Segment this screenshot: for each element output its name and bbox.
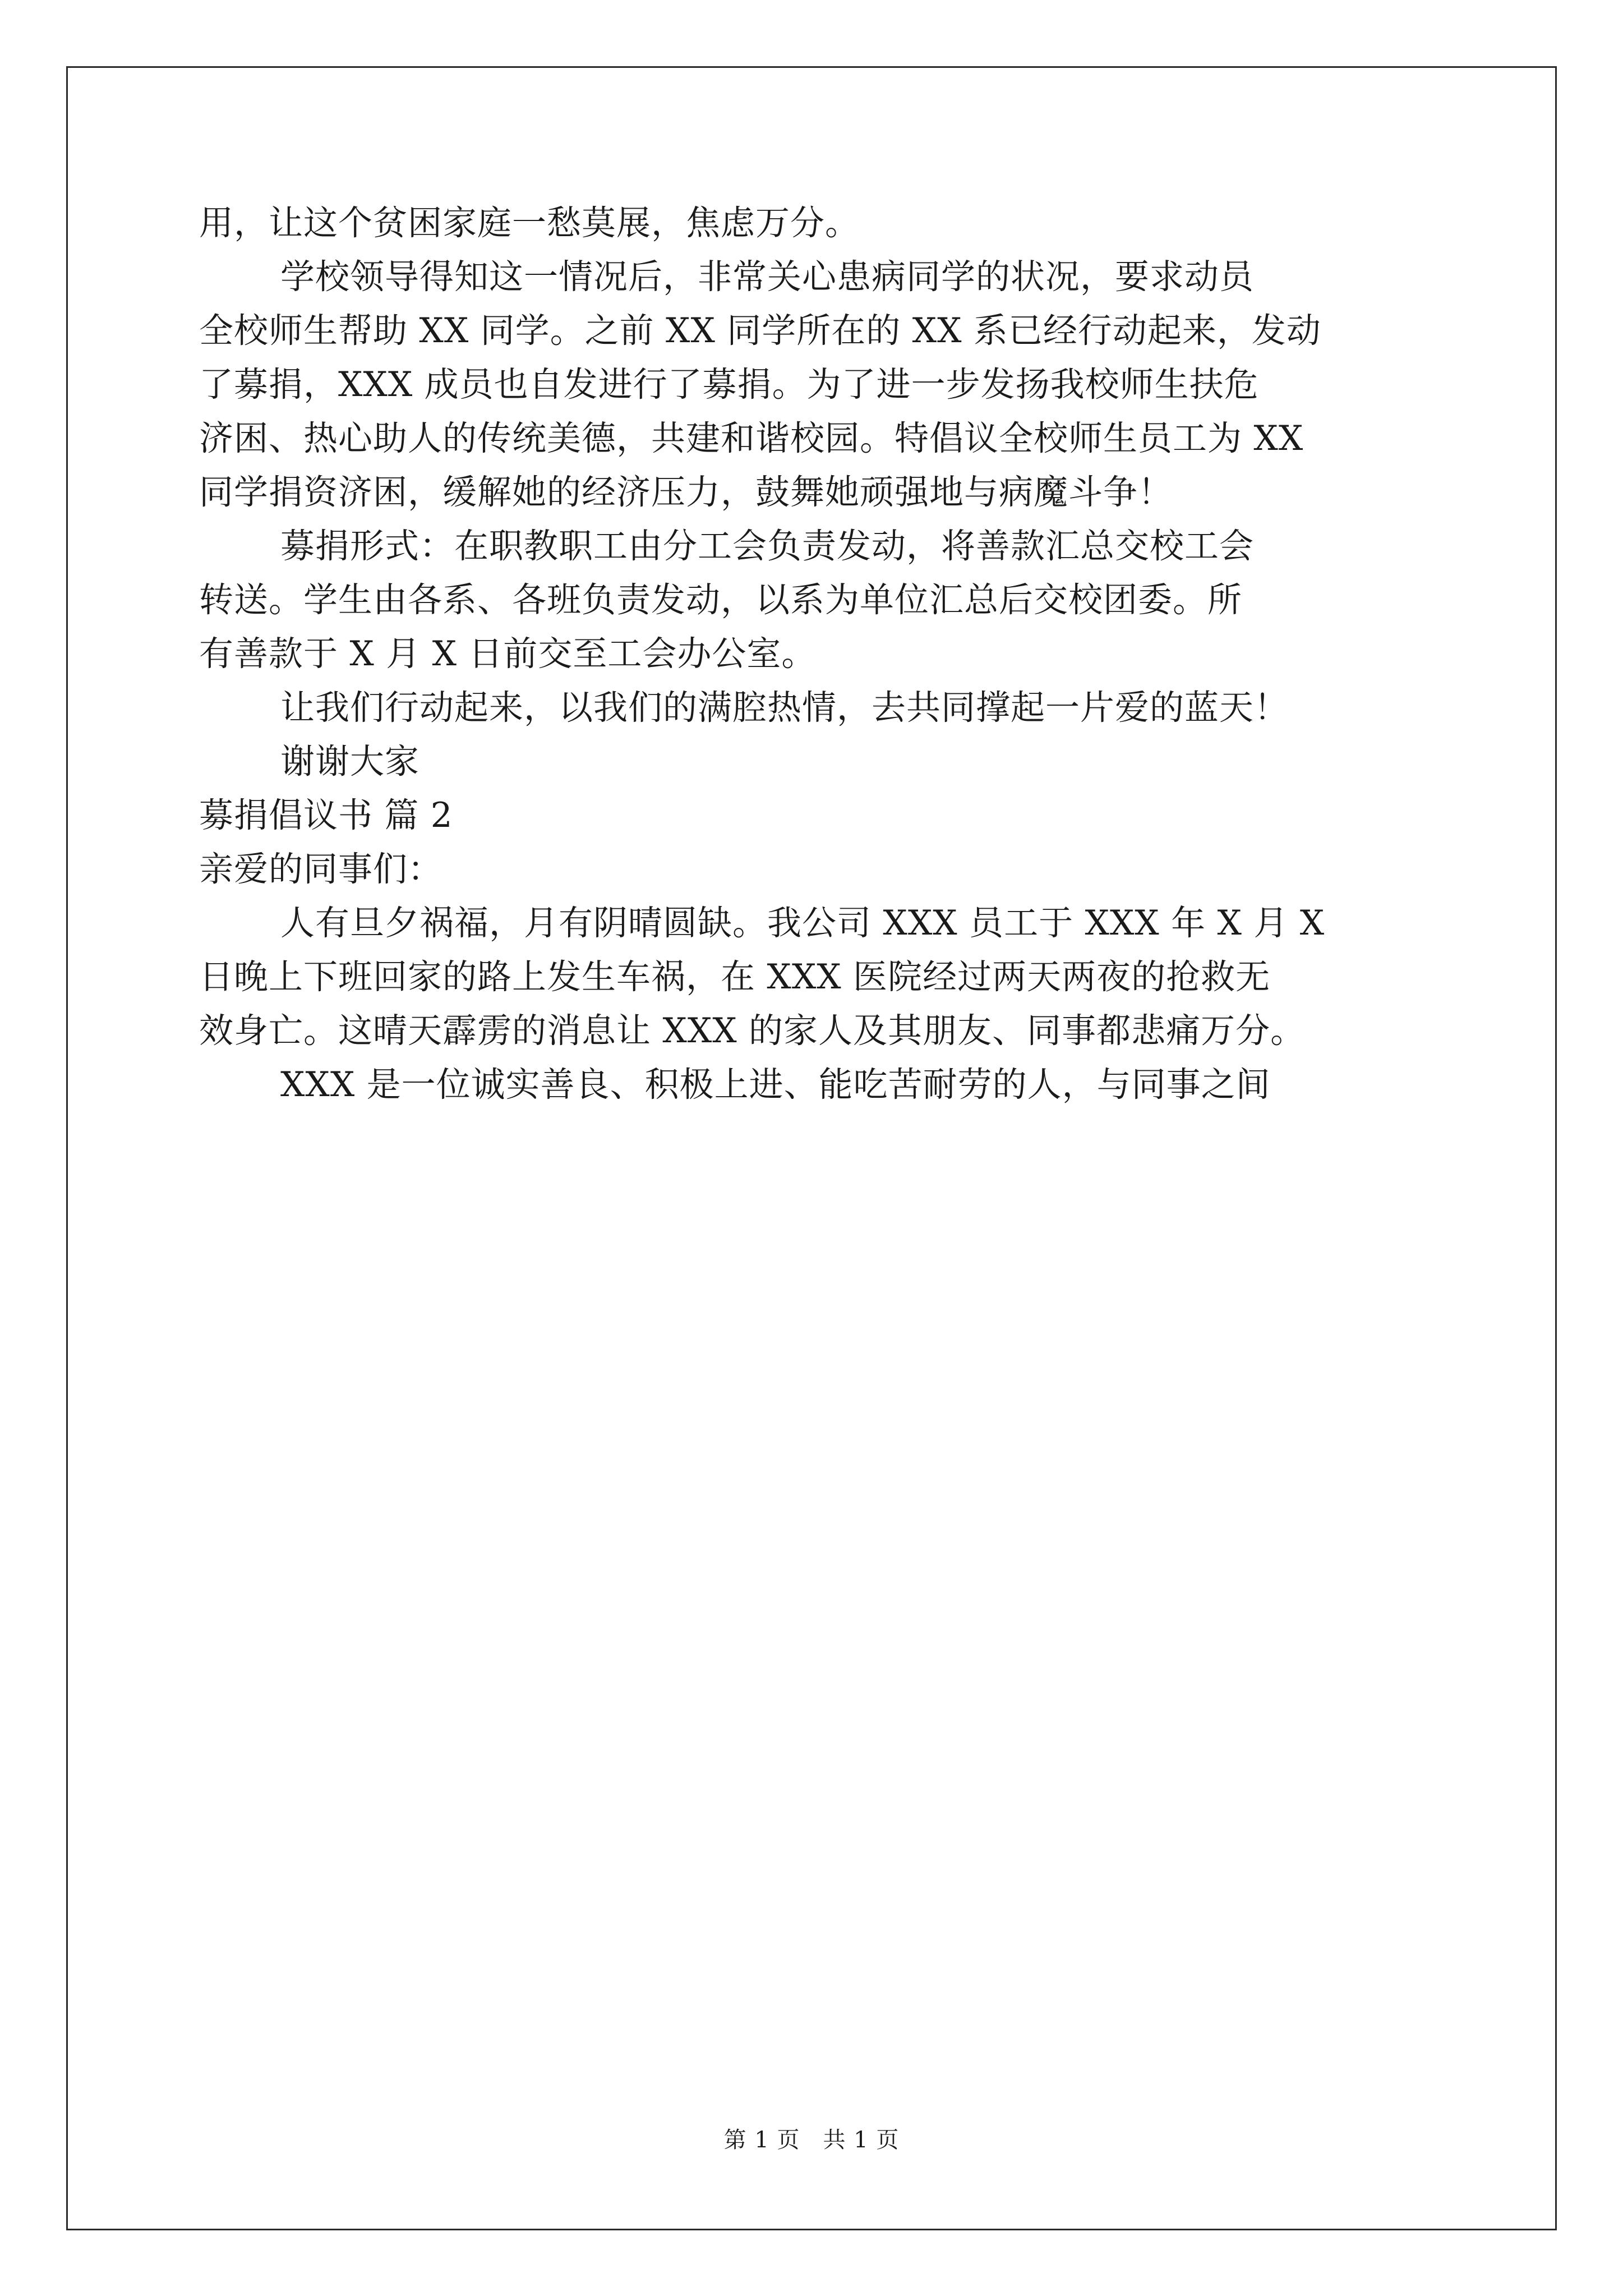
text-line: 了募捐，XXX 成员也自发进行了募捐。为了进一步发扬我校师生扶危 — [199, 365, 1259, 404]
text-line: 让我们行动起来，以我们的满腔热情，去共同撑起一片爱的蓝天！ — [280, 688, 1289, 728]
text-line: 转送。学生由各系、各班负责发动，以系为单位汇总后交校团委。所 — [199, 580, 1243, 620]
text-line: 全校师生帮助 XX 同学。之前 XX 同学所在的 XX 系已经行动起来，发动 — [199, 311, 1321, 351]
salutation: 亲爱的同事们： — [199, 849, 443, 889]
text-line: 济困、热心助人的传统美德，共建和谐校园。特倡议全校师生员工为 XX — [199, 418, 1304, 458]
text-line: 学校领导得知这一情况后，非常关心患病同学的状况，要求动员 — [280, 257, 1255, 297]
text-line: 有善款于 X 月 X 日前交至工会办公室。 — [199, 634, 817, 674]
text-line: 谢谢大家 — [280, 742, 420, 781]
text-line: 效身亡。这晴天霹雳的消息让 XXX 的家人及其朋友、同事都悲痛万分。 — [199, 1011, 1306, 1051]
document-body — [199, 199, 1427, 1109]
text-line: 募捐形式：在职教职工由分工会负责发动，将善款汇总交校工会 — [280, 526, 1255, 566]
text-line: 人有旦夕祸福，月有阴晴圆缺。我公司 XXX 员工于 XXX 年 X 月 X — [280, 903, 1325, 943]
text-line: 同学捐资济困，缓解她的经济压力，鼓舞她顽强地与病魔斗争！ — [199, 472, 1173, 512]
text-line: XXX 是一位诚实善良、积极上进、能吃苦耐劳的人，与同事之间 — [280, 1065, 1271, 1105]
text-line: 用，让这个贫困家庭一愁莫展，焦虑万分。 — [199, 203, 860, 243]
page-footer: 第 1 页 共 1 页 — [723, 2127, 900, 2153]
section-heading: 募捐倡议书 篇 2 — [199, 795, 453, 835]
text-line: 日晚上下班回家的路上发生车祸，在 XXX 医院经过两天两夜的抢救无 — [199, 957, 1271, 997]
